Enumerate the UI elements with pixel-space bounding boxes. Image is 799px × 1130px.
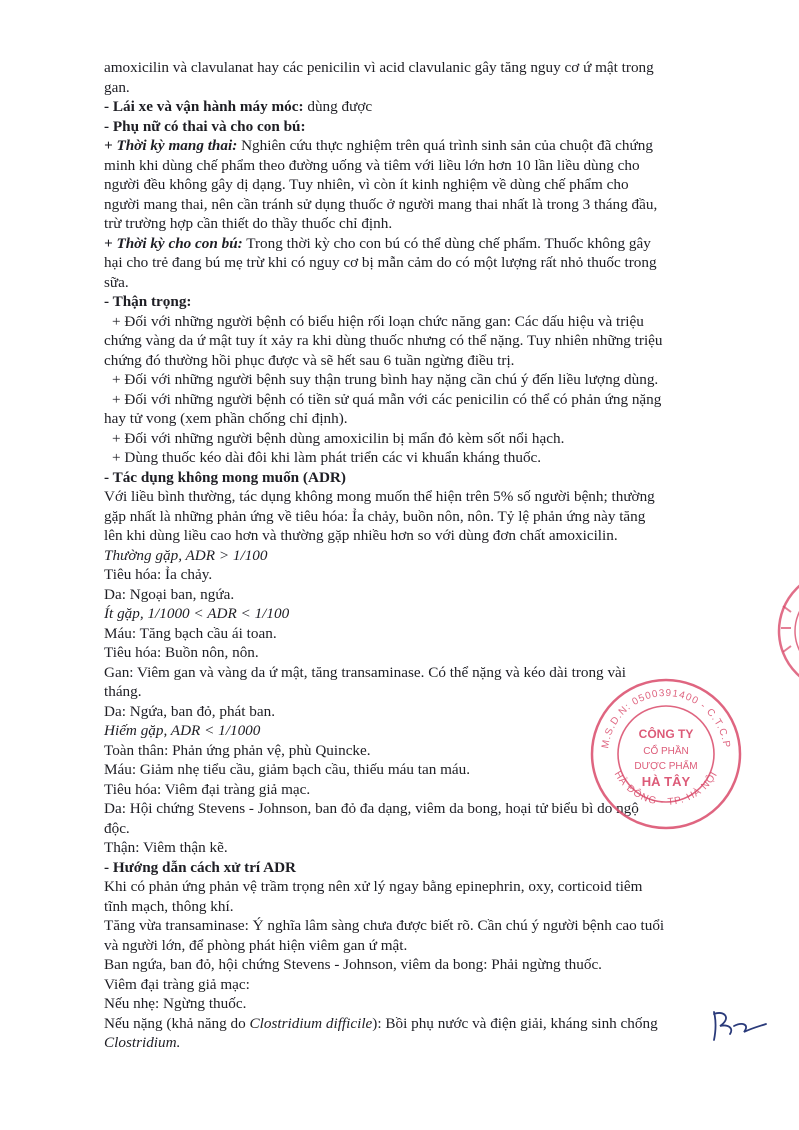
text-line: Toàn thân: Phản ứng phản vệ, phù Quincke. [104,741,371,759]
text-line: Tiêu hóa: Viêm đại tràng giả mạc. [104,780,311,798]
text-line: Tăng vừa transaminase: Ý nghĩa lâm sàng chưa được biết rõ. Cần chú ý người bệnh cao tuổi [104,917,665,934]
section-heading: - Thận trọng: [104,293,192,310]
frequency-heading: Thường gặp, ADR > 1/100 [104,546,268,564]
frequency-heading: Ít gặp, 1/1000 < ADR < 1/100 [104,605,290,622]
seal-line-3: DƯỢC PHẨM [634,761,698,772]
text-line: Với liều bình thường, tác dụng không mong muốn thể hiện trên 5% số người bệnh; thường [104,488,655,505]
text-line: Khi có phản ứng phản vệ trầm trọng nên xử lý ngay bằng epinephrin, oxy, corticoid tiêm [104,878,643,895]
text-line: sữa. [104,273,129,291]
seal-line-1: CÔNG TY [638,727,694,741]
text-line: hay tử vong (xem phần chống chỉ định). [104,410,348,427]
text-line: độc. [104,819,130,837]
text-line: trừ trường hợp cần thiết do thầy thuốc chỉ định. [104,215,393,232]
text-line: Viêm đại tràng giả mạc: [104,975,250,993]
text-line: Tiêu hóa: Buồn nôn, nôn. [104,644,259,661]
handwritten-signature [704,1006,768,1046]
text-line: Nếu nhẹ: Ngừng thuốc. [104,995,247,1012]
text-line: + Dùng thuốc kéo dài đôi khi làm phát triển các vi khuẩn kháng thuốc. [112,449,542,466]
text-line: gan. [104,78,130,96]
text-line: tháng. [104,683,142,700]
svg-text:M.S.D.N: 0500391400 - C.T.C.P: M.S.D.N: 0500391400 - C.T.C.P [600,687,732,750]
text-line: chứng đó thường hồi phục được và sẽ hết sau 6 tuần ngừng điều trị. [104,351,515,369]
text-line: Nếu nặng (khả năng do Clostridium difficile): Bồi phụ nước và điện giải, kháng sinh chống [104,1014,658,1032]
text-line: + Đối với những người bệnh có tiền sử quá mẫn với các penicilin có thể có phản ứng nặng [112,390,662,408]
text-line: và người lớn, để phòng phát hiện viêm gan ứ mật. [104,936,408,954]
text-line: + Thời kỳ mang thai: Nghiên cứu thực nghiệm trên quá trình sinh sản của chuột đã chứng [104,137,653,154]
text-line: + Đối với những người bệnh có biểu hiện rối loạn chức năng gan: Các dấu hiệu và triệu [112,312,644,330]
text-line: hại cho trẻ đang bú mẹ trừ khi có nguy cơ bị mẫn cảm do có một lượng rất nhỏ thuốc trong [104,254,657,271]
text-line: Clostridium. [104,1034,181,1051]
text-line: gặp nhất là những phản ứng về tiêu hóa: Ỉa chảy, buồn nôn, nôn. Tỷ lệ phản ứng này tăng [104,507,646,525]
text-line: Máu: Tăng bạch cầu ái toan. [104,624,277,642]
text-line: Da: Ngoại ban, ngứa. [104,585,235,603]
text-line: Tiêu hóa: Ỉa chảy. [104,566,213,583]
text-line: + Đối với những người bệnh dùng amoxicilin bị mẩn đỏ kèm sốt nổi hạch. [112,429,565,447]
text-line: lên khi dùng liều cao hơn và thường gặp nhiều hơn so với dùng đơn chất amoxicilin. [104,527,618,544]
text-line: tĩnh mạch, thông khí. [104,897,234,915]
svg-text:HÀ ĐÔNG - TP. HÀ NỘI: HÀ ĐÔNG - TP. HÀ NỘI [611,769,721,808]
section-heading: - Phụ nữ có thai và cho con bú: [104,117,306,135]
text-line: chứng vàng da ứ mật tuy ít xảy ra khi dùng thuốc nhưng có thể nặng. Tuy nhiên những triệu [104,332,663,349]
text-line: + Thời kỳ cho con bú: Trong thời kỳ cho con bú có thể dùng chế phẩm. Thuốc không gây [104,234,651,252]
text-line: Máu: Giảm nhẹ tiểu cầu, giảm bạch cầu, thiếu máu tan máu. [104,761,471,778]
frequency-heading: Hiếm gặp, ADR < 1/1000 [104,722,261,739]
seal-line-4: HÀ TÂY [641,774,691,789]
partial-stamp-edge [769,566,799,696]
text-line: Gan: Viêm gan và vàng da ứ mật, tăng transaminase. Có thể nặng và kéo dài trong vài [104,663,627,681]
text-line: + Đối với những người bệnh suy thận trung bình hay nặng cần chú ý đến liều lượng dùng. [112,371,659,388]
text-line: người đều không gây dị dạng. Tuy nhiên, vì còn ít kinh nghiệm về dùng chế phẩm cho [104,176,629,193]
text-line: amoxicilin và clavulanat hay các penicilin vì acid clavulanic gây tăng nguy cơ ứ mật trong [104,59,654,76]
text-line: Ban ngứa, ban đỏ, hội chứng Stevens - Johnson, viêm da bong: Phải ngừng thuốc. [104,956,602,973]
text-line: người mang thai, nên cần tránh sử dụng thuốc ở người mang thai nhất là trong 3 tháng đầu, [104,195,658,213]
section-heading: - Lái xe và vận hành máy móc: dùng được [104,98,373,115]
seal-line-2: CỔ PHẦN [643,746,689,757]
company-seal-stamp [588,676,744,832]
document-body [104,58,752,1053]
text-line: Thận: Viêm thận kẽ. [104,839,228,856]
section-heading: - Hướng dẫn cách xử trí ADR [104,858,297,876]
section-heading: - Tác dụng không mong muốn (ADR) [104,468,346,486]
text-line: minh khi dùng chế phẩm theo đường uống và tiêm với liều lớn hơn 10 lần liều dùng cho [104,156,640,174]
text-line: Da: Hội chứng Stevens - Johnson, ban đỏ đa dạng, viêm da bong, hoại tử biểu bì do ngộ [104,800,639,817]
text-line: Da: Ngứa, ban đỏ, phát ban. [104,702,276,720]
